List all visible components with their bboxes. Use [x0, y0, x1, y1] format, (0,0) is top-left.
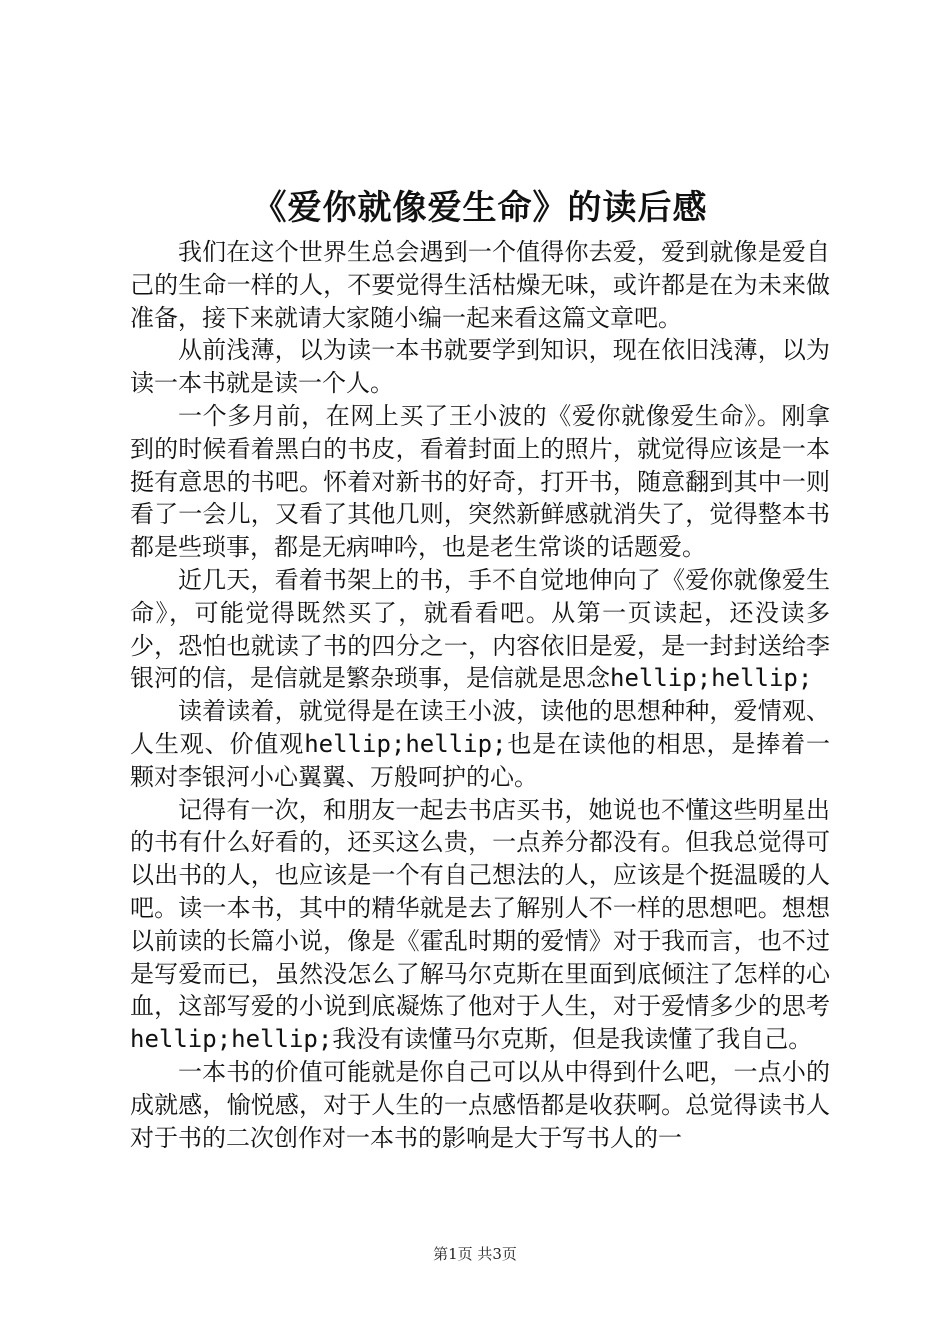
paragraph-2: 从前浅薄，以为读一本书就要学到知识，现在依旧浅薄，以为读一本书就是读一个人。 [130, 336, 830, 398]
paragraph-5: 读着读着，就觉得是在读王小波，读他的思想种种，爱情观、人生观、价值观hellip;hellip;也是在读他的相思，是捧着一颗对李银河小心翼翼、万般呵护的心。 [130, 697, 830, 791]
paragraph-7: 一本书的价值可能就是你自己可以从中得到什么吧，一点小的成就感，愉悦感，对于人生的一点感悟都是收获啊。总觉得读书人对于书的二次创作对一本书的影响是大于写书人的一 [130, 1057, 830, 1152]
paragraph-3: 一个多月前，在网上买了王小波的《爱你就像爱生命》。刚拿到的时候看着黑白的书皮，看着封面上的照片，就觉得应该是一本挺有意思的书吧。怀着对新书的好奇，打开书，随意翻到其中一则看了一会儿，又看了其他几则，突然新鲜感就消失了，觉得整本书都是些琐事，都是无病呻吟，也是老生常谈的话题爱。 [130, 401, 830, 562]
document-body [130, 236, 830, 1154]
paragraph-1: 我们在这个世界生总会遇到一个值得你去爱，爱到就像是爱自己的生命一样的人，不要觉得生活枯燥无味，或许都是在为未来做准备，接下来就请大家随小编一起来看这篇文章吧。 [130, 238, 830, 332]
paragraph-4: 近几天，看着书架上的书，手不自觉地伸向了《爱你就像爱生命》，可能觉得既然买了，就看看吧。从第一页读起，还没读多少，恐怕也就读了书的四分之一，内容依旧是爱，是一封封送给李银河的信，是信就是繁杂琐事，是信就是思念hellip;hellip; [130, 565, 830, 693]
paragraph-6: 记得有一次，和朋友一起去书店买书，她说也不懂这些明星出的书有什么好看的，还买这么贵，一点养分都没有。但我总觉得可以出书的人，也应该是一个有自己想法的人，应该是个挺温暖的人吧。读一本书，其中的精华就是去了解别人不一样的思想吧。想想以前读的长篇小说，像是《霍乱时期的爱情》对于我而言，也不过是写爱而已，虽然没怎么了解马尔克斯在里面到底倾注了怎样的心血，这部写爱的小说到底凝炼了他对于人生，对于爱情多少的思考hellip;hellip;我没有读懂马尔克斯，但是我读懂了我自己。 [130, 795, 830, 1054]
page-indicator: 第1页 共3页 [433, 1245, 517, 1263]
document-title: 《爱你就像爱生命》的读后感 [252, 188, 708, 228]
